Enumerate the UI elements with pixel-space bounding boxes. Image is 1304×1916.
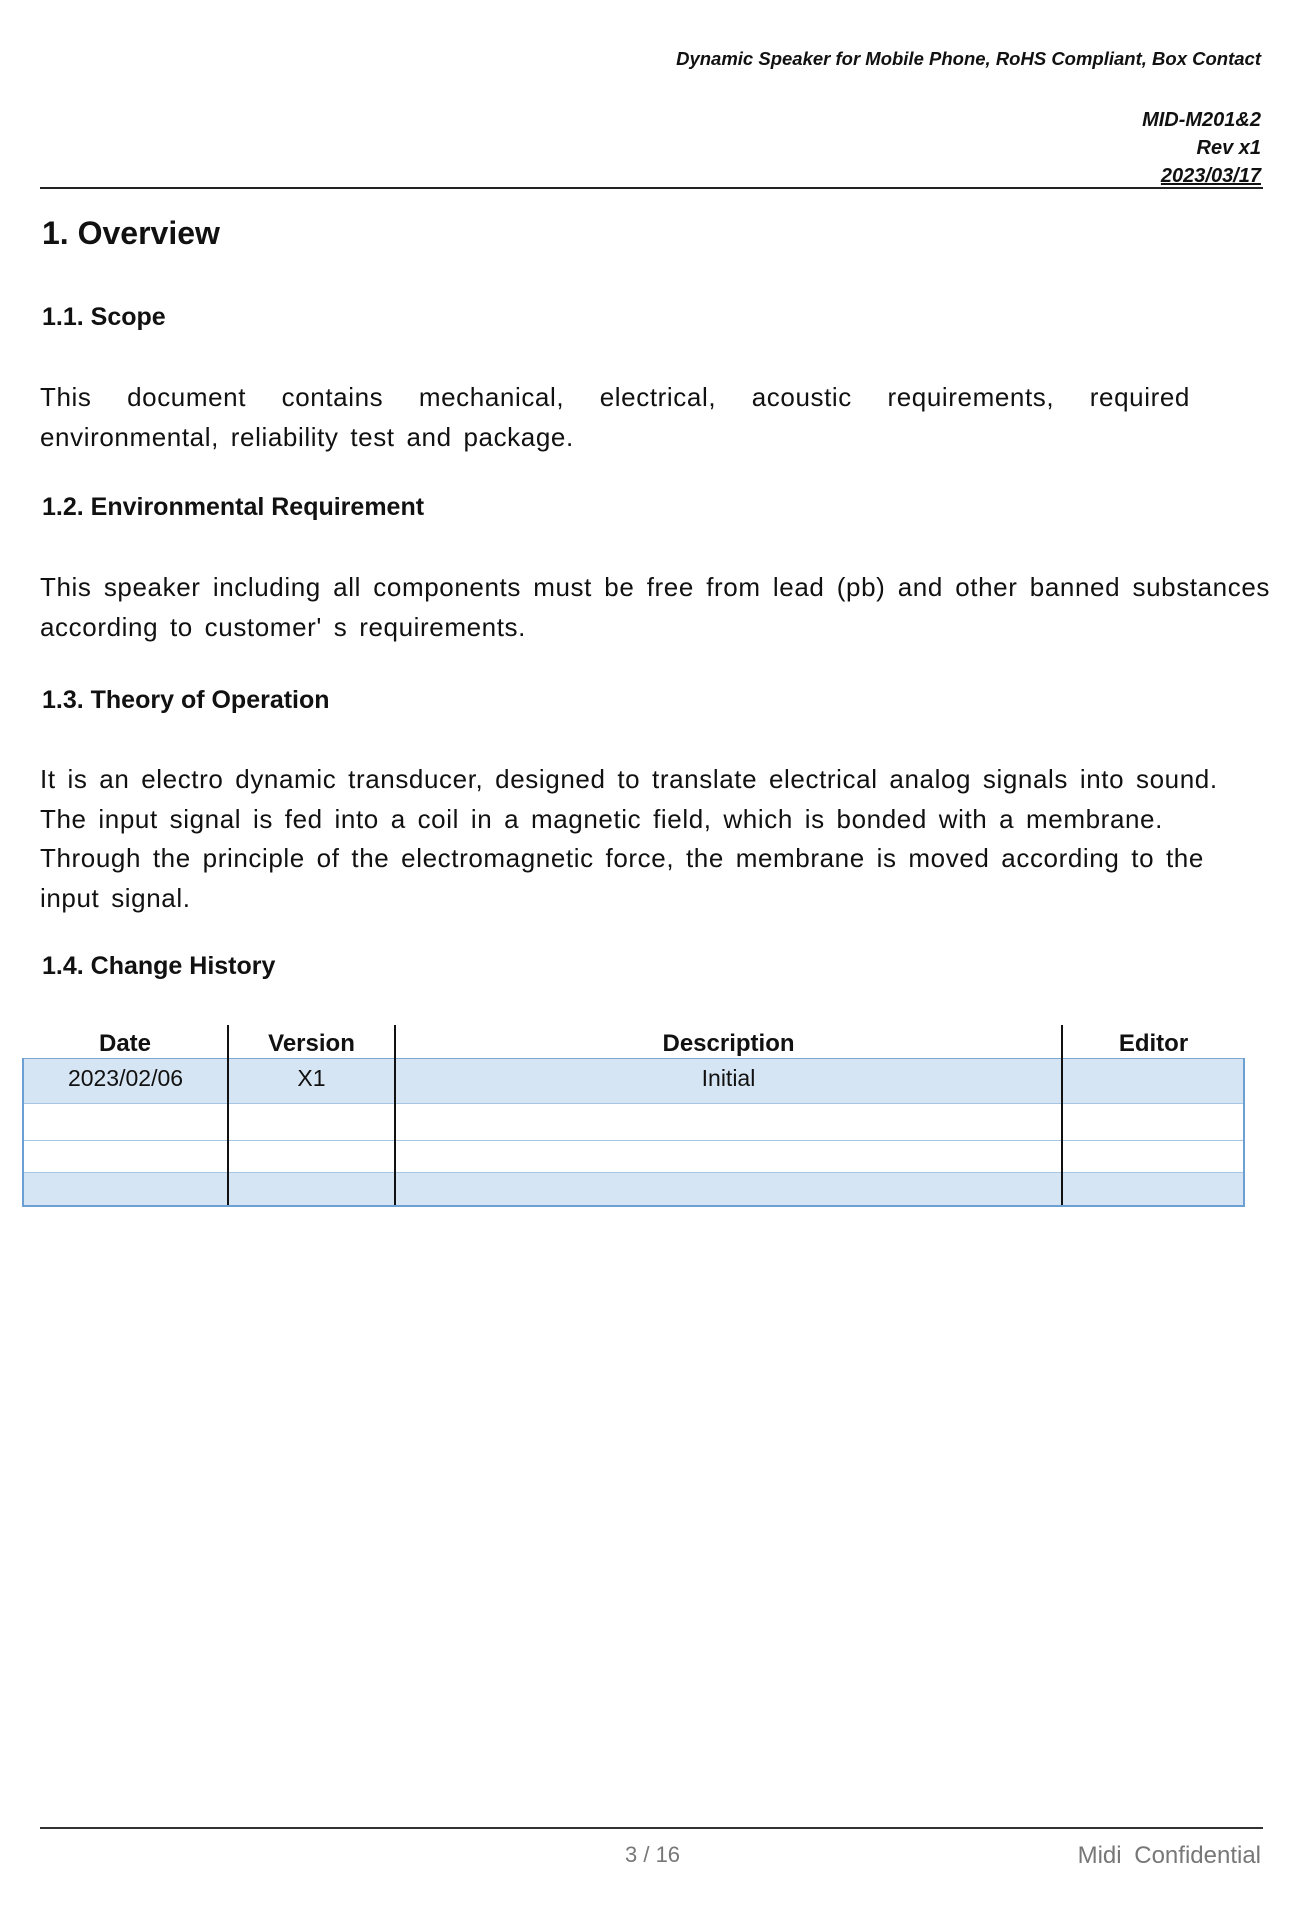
page-number: 3 / 16 bbox=[625, 1842, 681, 1867]
editor-cell bbox=[1062, 1141, 1244, 1173]
version-cell bbox=[228, 1173, 395, 1207]
scope-text: This document contains mechanical, electrical, acoustic requirements, required environmental, reliability test and package. bbox=[40, 382, 1190, 452]
confidential-label: Midi Confidential bbox=[1077, 1842, 1261, 1869]
date-cell bbox=[23, 1104, 228, 1141]
change-history-heading: 1.4. Change History bbox=[42, 952, 276, 980]
theory-heading: 1.3. Theory of Operation bbox=[42, 686, 330, 714]
description-cell: Initial bbox=[395, 1059, 1062, 1104]
section-heading: 1. Overview bbox=[42, 215, 220, 251]
model-number: MID-M201&2 bbox=[1142, 109, 1261, 131]
column-header-description: Description bbox=[395, 1025, 1062, 1059]
theory-text: It is an electro dynamic transducer, designed to translate electrical analog signals into sound. The input signal is fed into a coil in a magnetic field, which is bonded with a membrane. Through the principle of the electromagnetic force, the membrane is moved according to the input signal. bbox=[40, 764, 1218, 913]
environmental-text: This speaker including all components must be free from lead (pb) and other banned substances according to customer' s requirements. bbox=[40, 572, 1270, 642]
environmental-heading: 1.2. Environmental Requirement bbox=[42, 493, 425, 521]
table-row bbox=[23, 1104, 1244, 1141]
description-cell bbox=[395, 1173, 1062, 1207]
description-cell bbox=[395, 1141, 1062, 1173]
header-divider bbox=[40, 187, 1263, 189]
document-date: 2023/03/17 bbox=[1160, 165, 1261, 187]
footer-divider bbox=[40, 1827, 1263, 1829]
editor-cell bbox=[1062, 1104, 1244, 1141]
table-row bbox=[23, 1059, 1244, 1104]
column-header-date: Date bbox=[23, 1025, 228, 1059]
version-cell bbox=[228, 1141, 395, 1173]
table-row bbox=[23, 1141, 1244, 1173]
revision: Rev x1 bbox=[1196, 137, 1261, 159]
table-row bbox=[23, 1173, 1244, 1207]
editor-cell bbox=[1062, 1059, 1244, 1104]
change-history-table bbox=[22, 1025, 1245, 1207]
column-header-editor: Editor bbox=[1062, 1025, 1244, 1059]
document-header-title: Dynamic Speaker for Mobile Phone, RoHS Compliant, Box Contact bbox=[676, 48, 1261, 69]
description-cell bbox=[395, 1104, 1062, 1141]
date-cell: 2023/02/06 bbox=[23, 1059, 228, 1104]
version-cell bbox=[228, 1104, 395, 1141]
date-cell bbox=[23, 1173, 228, 1207]
version-cell: X1 bbox=[228, 1059, 395, 1104]
date-cell bbox=[23, 1141, 228, 1173]
document-header-meta bbox=[1142, 106, 1261, 190]
scope-heading: 1.1. Scope bbox=[42, 303, 166, 331]
editor-cell bbox=[1062, 1173, 1244, 1207]
table-header-row bbox=[23, 1025, 1244, 1059]
column-header-version: Version bbox=[228, 1025, 395, 1059]
